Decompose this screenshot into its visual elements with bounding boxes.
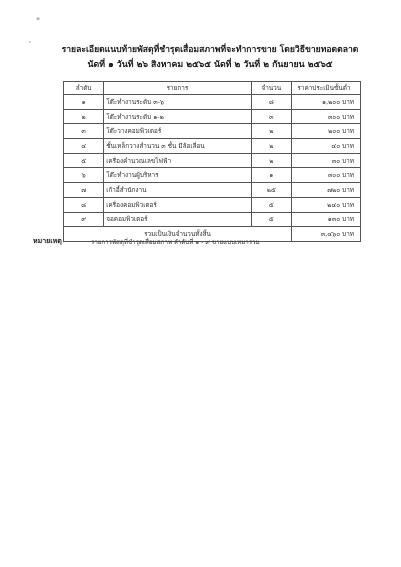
document-title: รายละเอียดแนบท้ายพัสดุที่ชำรุดเสื่อมสภาพที่จะทำการขาย โดยวิธีขายทอดตลาด <box>61 45 359 55</box>
table-row <box>64 95 361 110</box>
row-price: ๒๐๐ บาท <box>291 124 360 139</box>
row-qty: ๓ <box>251 109 291 124</box>
row-price: ๓๐๐ บาท <box>291 168 360 183</box>
row-price: ๒๔๐ บาท <box>291 197 360 212</box>
row-item: โต๊ะวางคอมพิวเตอร์ <box>104 124 251 139</box>
header-price: ราคาประเมินขั้นต่ำ <box>291 82 360 95</box>
header-item: รายการ <box>104 82 251 95</box>
total-value: ๓,๔๖๐ บาท <box>291 227 360 242</box>
row-item: โต๊ะทำงานระดับ ๓-๖ <box>104 95 251 110</box>
row-qty: ๒ <box>251 153 291 168</box>
row-price: ๑,๒๐๐ บาท <box>291 95 360 110</box>
row-price: ๓๐ บาท <box>291 153 360 168</box>
row-item: เก้าอี้สำนักงาน <box>104 183 251 198</box>
row-qty: ๘ <box>251 95 291 110</box>
table-row <box>64 124 361 139</box>
row-qty: ๕ <box>251 197 291 212</box>
row-qty: ๑ <box>251 168 291 183</box>
stray-mark: " <box>36 17 41 27</box>
table-row <box>64 109 361 124</box>
note-label: หมายเหตุ <box>33 237 62 245</box>
row-item: เครื่องคำนวณเลขไฟฟ้า <box>104 153 251 168</box>
header-no: ลำดับ <box>64 82 104 95</box>
row-price: ๔๐ บาท <box>291 139 360 154</box>
row-price: ๓๐๐ บาท <box>291 109 360 124</box>
total-label: รวมเป็นเงินจำนวนทั้งสิ้น <box>64 227 292 242</box>
row-item: จอคอมพิวเตอร์ <box>104 212 251 227</box>
row-no: ๖ <box>64 168 104 183</box>
row-no: ๕ <box>64 153 104 168</box>
row-no: ๘ <box>64 197 104 212</box>
note-text: รายการพัสดุที่ชำรุดเสื่อมสภาพ ลำดับที่ ๑ - ๙ ขายแบบเหมารวม <box>91 239 260 246</box>
header-qty: จำนวน <box>251 82 291 95</box>
table-row <box>64 153 361 168</box>
document-subtitle: นัดที่ ๑ วันที่ ๒๖ สิงหาคม ๒๕๖๕ นัดที่ ๒ วันที่ ๒ กันยายน ๒๕๖๕ <box>87 60 333 70</box>
row-item: โต๊ะทำงานระดับ ๑-๒ <box>104 109 251 124</box>
row-price: ๑๓๐ บาท <box>291 212 360 227</box>
table-header-row <box>64 82 361 95</box>
row-qty: ๒๕ <box>251 183 291 198</box>
row-no: ๗ <box>64 183 104 198</box>
table-row <box>64 168 361 183</box>
row-no: ๙ <box>64 212 104 227</box>
table-row <box>64 183 361 198</box>
row-qty: ๒ <box>251 139 291 154</box>
table-body <box>64 95 361 242</box>
stray-mark: ' <box>29 40 31 48</box>
row-price: ๗๒๐ บาท <box>291 183 360 198</box>
row-no: ๑ <box>64 95 104 110</box>
row-no: ๒ <box>64 109 104 124</box>
row-item: เครื่องคอมพิวเตอร์ <box>104 197 251 212</box>
table-row <box>64 212 361 227</box>
table-row <box>64 197 361 212</box>
row-no: ๔ <box>64 139 104 154</box>
row-qty: ๒ <box>251 124 291 139</box>
items-table <box>63 81 361 242</box>
row-item: ชั้นเหล็กวางสำนวน ๓ ชั้น มีล้อเลื่อน <box>104 139 251 154</box>
table-row <box>64 139 361 154</box>
row-no: ๓ <box>64 124 104 139</box>
row-qty: ๕ <box>251 212 291 227</box>
row-item: โต๊ะทำงานผู้บริหาร <box>104 168 251 183</box>
